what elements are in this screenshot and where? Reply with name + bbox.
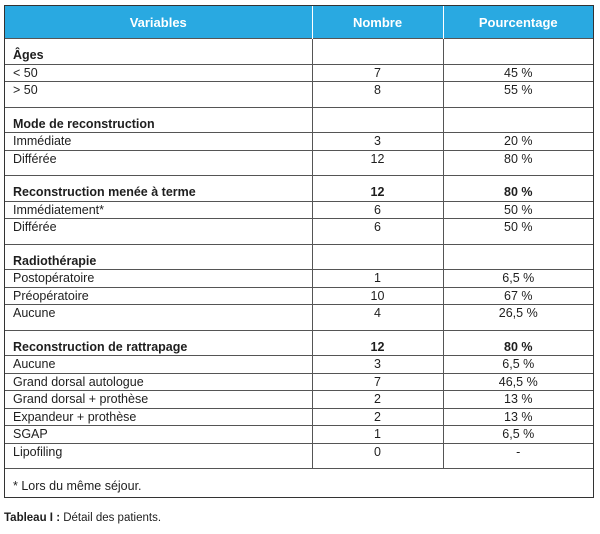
table-row [5,426,593,444]
row-label: Lipofiling [5,443,312,469]
row-pourcentage [443,107,593,133]
row-nombre: 6 [312,219,443,245]
row-nombre: 12 [312,176,443,202]
row-label: Âges [5,39,312,65]
row-pourcentage: 80 % [443,176,593,202]
row-nombre: 0 [312,443,443,469]
row-label: Immédiatement* [5,201,312,219]
row-pourcentage: 6,5 % [443,270,593,288]
row-label: SGAP [5,426,312,444]
row-label: Postopératoire [5,270,312,288]
data-table [5,6,593,503]
row-pourcentage: 26,5 % [443,305,593,331]
row-pourcentage: 13 % [443,408,593,426]
table-row [5,356,593,374]
row-nombre: 12 [312,150,443,176]
row-pourcentage: 20 % [443,133,593,151]
row-nombre: 2 [312,391,443,409]
row-pourcentage: 67 % [443,287,593,305]
table-group [5,244,593,330]
table-row [5,82,593,108]
row-label: Reconstruction de rattrapage [5,330,312,356]
row-label: > 50 [5,82,312,108]
table-row [5,391,593,409]
table-row [5,64,593,82]
row-pourcentage: - [443,443,593,469]
table-row [5,219,593,245]
table-row [5,287,593,305]
header-pourcentage: Pourcentage [443,6,593,39]
row-pourcentage: 6,5 % [443,356,593,374]
table-row [5,443,593,469]
row-pourcentage: 55 % [443,82,593,108]
row-pourcentage: 46,5 % [443,373,593,391]
row-nombre [312,244,443,270]
row-nombre: 12 [312,330,443,356]
table-row [5,201,593,219]
row-nombre: 2 [312,408,443,426]
row-pourcentage [443,39,593,65]
caption-lead: Tableau I : [4,512,61,524]
row-label: Différée [5,219,312,245]
row-nombre: 6 [312,201,443,219]
table-group [5,39,593,108]
table-row [5,133,593,151]
patient-details-table [4,5,594,498]
header-nombre: Nombre [312,6,443,39]
row-nombre [312,39,443,65]
row-nombre: 3 [312,356,443,374]
table-footnote: * Lors du même séjour. [5,469,593,504]
row-nombre: 7 [312,64,443,82]
table-row [5,305,593,331]
row-label: Aucune [5,305,312,331]
row-pourcentage: 6,5 % [443,426,593,444]
row-pourcentage: 50 % [443,201,593,219]
row-nombre: 1 [312,270,443,288]
group-title-row [5,39,593,65]
table-group [5,330,593,469]
row-label: Différée [5,150,312,176]
row-label: Reconstruction menée à terme [5,176,312,202]
row-nombre: 10 [312,287,443,305]
row-pourcentage: 80 % [443,330,593,356]
row-label: Grand dorsal + prothèse [5,391,312,409]
row-nombre: 4 [312,305,443,331]
group-title-row [5,244,593,270]
row-label: Expandeur + prothèse [5,408,312,426]
caption-text: Détail des patients. [60,512,162,524]
row-nombre: 8 [312,82,443,108]
group-title-row [5,107,593,133]
row-nombre: 3 [312,133,443,151]
row-pourcentage: 13 % [443,391,593,409]
row-pourcentage [443,244,593,270]
table-caption [4,512,161,524]
row-label: < 50 [5,64,312,82]
group-title-row [5,330,593,356]
row-label: Grand dorsal autologue [5,373,312,391]
header-variables: Variables [5,6,312,39]
row-pourcentage: 45 % [443,64,593,82]
table-row [5,408,593,426]
row-label: Aucune [5,356,312,374]
table-row [5,150,593,176]
row-label: Radiothérapie [5,244,312,270]
row-pourcentage: 80 % [443,150,593,176]
table-row [5,373,593,391]
row-nombre [312,107,443,133]
row-label: Préopératoire [5,287,312,305]
row-nombre: 7 [312,373,443,391]
row-label: Immédiate [5,133,312,151]
row-label: Mode de reconstruction [5,107,312,133]
table-group [5,176,593,245]
table-header [5,6,593,39]
row-pourcentage: 50 % [443,219,593,245]
group-title-row [5,176,593,202]
table-group [5,107,593,176]
row-nombre: 1 [312,426,443,444]
table-row [5,270,593,288]
